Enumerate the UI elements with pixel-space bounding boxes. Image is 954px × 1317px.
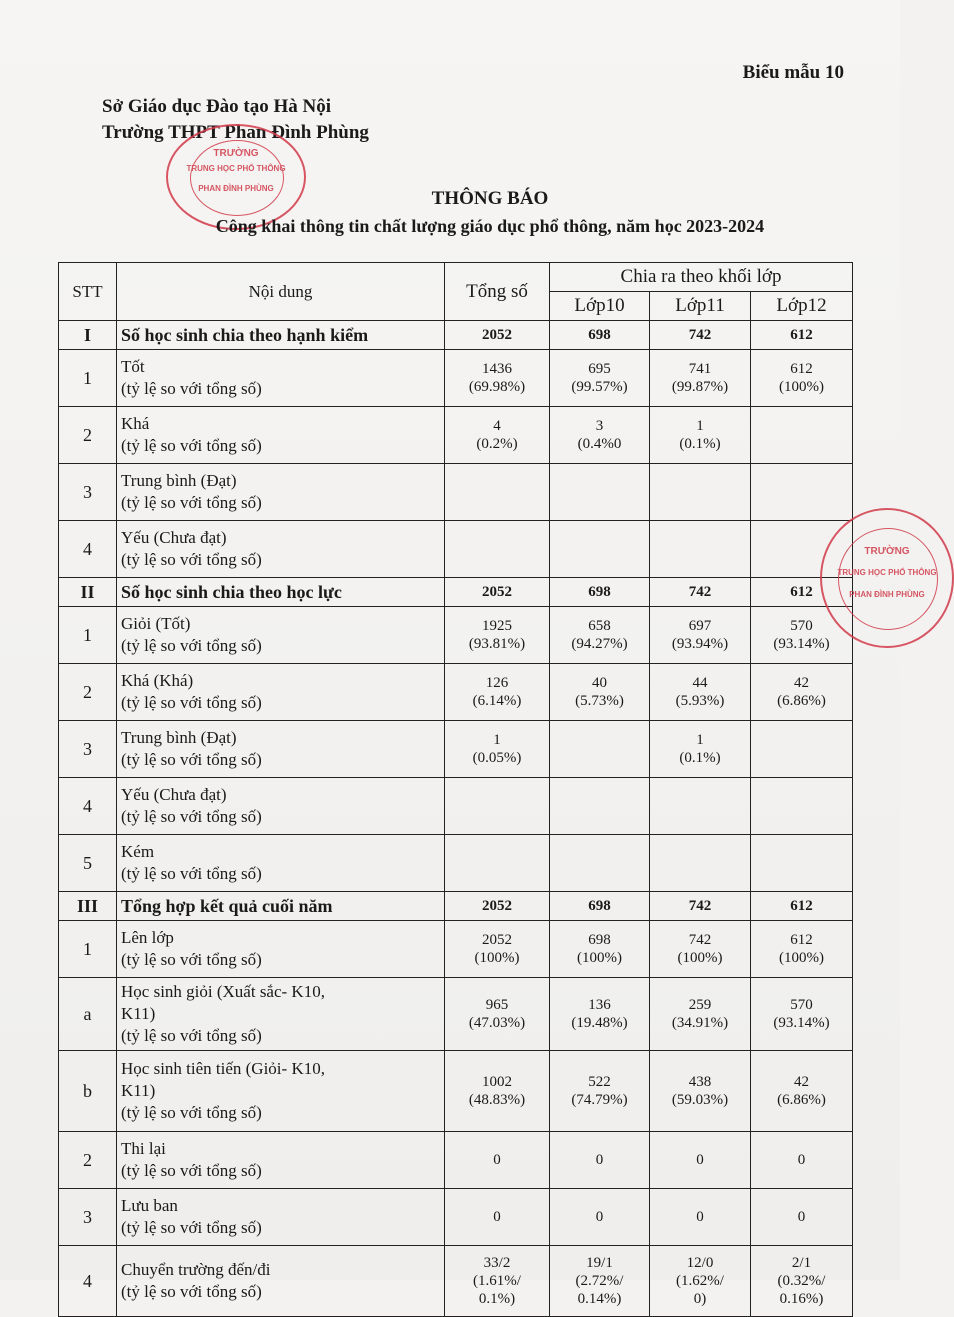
total-cell-line: (48.83%) [468,1092,526,1108]
school-name: Trường THPT Phan Đình Phùng [102,122,369,143]
grade-12-cell-line: 0.16%) [779,1291,824,1307]
total-cell [445,921,550,978]
total-cell [445,1132,550,1189]
header-grade-11: Lớp11 [650,292,751,321]
total-cell-line: (93.81%) [468,636,526,652]
header-grade-10: Lớp10 [550,292,650,321]
content-cell-line: (tỷ lệ so với tổng số) [121,636,262,655]
grade-11-cell-line: 0 [696,1209,704,1225]
content-cell-line: Khá (Khá) [121,671,194,690]
grade-12-cell-line: (0.32%/ [777,1273,826,1289]
grade-12-cell [751,464,853,521]
department-name: Sở Giáo dục Đào tạo Hà Nội [102,96,332,117]
stamp-line-3: PHAN ĐÌNH PHÙNG [198,184,274,193]
content-cell-line: Học sinh giỏi (Xuất sắc- K10, [121,982,325,1001]
total-cell-line: 2052 [482,327,512,343]
total-cell [445,978,550,1051]
content-cell-line: (tỷ lệ so với tổng số) [121,1161,262,1180]
content-cell [117,607,445,664]
grade-12-cell-line: 42 [794,1074,809,1090]
grade-10-cell-line: 698 [588,932,611,948]
grade-10-cell-line: 522 [588,1074,611,1090]
table-row [59,778,853,835]
grade-10-cell-line: (19.48%) [571,1015,628,1031]
grade-11-cell-line: 742 [688,898,712,914]
content-cell-line: (tỷ lệ so với tổng số) [121,550,262,569]
stt-cell [59,664,117,721]
grade-11-cell [650,578,751,607]
statistics-table [58,262,853,1317]
content-cell-line: Trung bình (Đạt) [121,728,237,747]
grade-12-cell-line: 612 [790,327,813,343]
content-cell-line: Kém [121,842,155,861]
stt-cell [59,835,117,892]
total-cell-line: (47.03%) [468,1015,526,1031]
content-cell-line: Lưu ban [121,1196,178,1215]
total-cell-line: (69.98%) [468,379,526,395]
grade-12-cell-line: 0 [797,1209,806,1225]
content-cell-line: Chuyển trường đến/đi [121,1260,271,1279]
grade-11-cell [650,1132,751,1189]
grade-10-cell-line: (5.73%) [575,693,624,709]
grade-12-cell-line: (100%) [779,950,824,966]
header-split: Chia ra theo khối lớp [550,263,853,292]
table-row [59,1189,853,1246]
content-cell [117,1246,445,1317]
content-cell [117,1051,445,1132]
title-block [0,188,900,237]
grade-12-cell [751,350,853,407]
content-cell-line: (tỷ lệ so với tổng số) [121,807,262,826]
grade-11-cell [650,835,751,892]
total-cell-line: (6.14%) [472,693,522,709]
grade-12-cell [751,1246,853,1317]
grade-12-cell-line: (6.86%) [777,1092,826,1108]
stamp-right-line-1: TRƯỜNG [864,546,910,557]
stt-cell [59,350,117,407]
content-cell-line: (tỷ lệ so với tổng số) [121,1218,262,1237]
table-row [59,407,853,464]
grade-10-cell [550,835,650,892]
content-cell-line: Yếu (Chưa đạt) [121,528,227,547]
total-cell-line: 0 [493,1152,501,1168]
total-cell [445,321,550,350]
stt-cell-line: 4 [83,538,92,559]
grade-12-cell-line: 612 [790,361,813,377]
grade-12-cell [751,978,853,1051]
stt-cell-line: 1 [83,938,92,959]
content-cell-line: (tỷ lệ so với tổng số) [121,1026,262,1045]
table-row [59,664,853,721]
grade-10-cell [550,978,650,1051]
content-cell-line: Yếu (Chưa đạt) [121,785,227,804]
grade-12-cell-line: 0 [797,1152,806,1168]
stt-cell-line: III [76,895,98,916]
stt-cell-line: 1 [83,624,92,645]
grade-11-cell [650,1246,751,1317]
grade-11-cell [650,978,751,1051]
content-cell-line: Học sinh tiên tiến (Giỏi- K10, [121,1059,325,1078]
grade-10-cell-line: (94.27%) [571,636,628,652]
stt-cell [59,1189,117,1246]
grade-12-cell-line: 612 [790,584,813,600]
grade-11-cell [650,464,751,521]
grade-10-cell [550,778,650,835]
grade-10-cell [550,664,650,721]
grade-11-cell-line: 697 [688,618,712,634]
content-cell [117,1132,445,1189]
stt-cell [59,892,117,921]
content-cell [117,350,445,407]
content-cell-line: (tỷ lệ so với tổng số) [121,1282,262,1301]
total-cell-line: 0 [493,1209,501,1225]
grade-10-cell [550,1189,650,1246]
header-grade-12: Lớp12 [751,292,853,321]
grade-10-cell-line: (100%) [577,950,622,966]
content-cell-line: Số học sinh chia theo học lực [121,582,342,602]
content-cell-line: (tỷ lệ so với tổng số) [121,436,262,455]
header-content: Nội dung [117,263,445,321]
grade-12-cell-line: 570 [790,997,813,1013]
grade-11-cell [650,407,751,464]
grade-12-cell [751,407,853,464]
grade-10-cell-line: 0 [595,1209,604,1225]
grade-10-cell [550,464,650,521]
total-cell [445,721,550,778]
grade-11-cell-line: (99.87%) [671,379,729,395]
content-cell [117,892,445,921]
stt-cell [59,1132,117,1189]
total-cell [445,1051,550,1132]
stt-cell [59,778,117,835]
grade-11-cell-line: (5.93%) [675,693,725,709]
total-cell-line: 2052 [482,898,512,914]
grade-11-cell-line: 259 [688,997,712,1013]
table-header-row [59,263,853,292]
grade-11-cell-line: 741 [688,361,712,377]
grade-11-cell-line: 0) [693,1291,707,1307]
grade-12-cell-line: 612 [790,932,813,948]
grade-12-cell-line: (93.14%) [773,1015,830,1031]
grade-10-cell [550,892,650,921]
grade-11-cell [650,721,751,778]
grade-12-cell [751,778,853,835]
content-cell-line: (tỷ lệ so với tổng số) [121,493,262,512]
content-cell-line: Trung bình (Đạt) [121,471,237,490]
grade-10-cell-line: (2.72%/ [575,1273,624,1289]
content-cell-line: Tốt [121,357,145,376]
grade-11-cell [650,778,751,835]
grade-10-cell-line: 698 [588,584,611,600]
grade-10-cell [550,607,650,664]
grade-11-cell-line: (100%) [677,950,723,966]
content-cell-line: (tỷ lệ so với tổng số) [121,379,262,398]
stt-cell-line: 2 [83,681,92,702]
content-cell-line: K11) [121,1004,156,1023]
stamp-line-2: TRUNG HỌC PHỔ THÔNG [186,164,286,173]
grade-11-cell [650,921,751,978]
stt-cell-line: 4 [83,1270,92,1291]
stt-cell-line: b [83,1080,92,1101]
grade-10-cell [550,921,650,978]
content-cell [117,921,445,978]
table-row [59,464,853,521]
stt-cell-line: I [83,324,91,345]
total-cell-line: (100%) [474,950,520,966]
content-cell-line: (tỷ lệ so với tổng số) [121,864,262,883]
grade-12-cell-line: (93.14%) [773,636,830,652]
stt-cell [59,721,117,778]
grade-10-cell [550,321,650,350]
grade-11-cell-line: 438 [688,1074,712,1090]
grade-10-cell-line: (74.79%) [571,1092,628,1108]
grade-10-cell-line: 3 [595,418,604,434]
content-cell-line: Lên lớp [121,928,174,947]
grade-10-cell-line: 698 [588,898,611,914]
table-row [59,350,853,407]
table-row [59,835,853,892]
grade-12-cell-line: 2/1 [791,1255,812,1271]
grade-11-cell-line: (59.03%) [671,1092,729,1108]
grade-11-cell-line: (93.94%) [671,636,729,652]
content-cell-line: K11) [121,1081,156,1100]
table-section-row [59,578,853,607]
table-row [59,921,853,978]
stt-cell-line: 2 [83,1149,92,1170]
stt-cell [59,1051,117,1132]
stt-cell [59,321,117,350]
stt-cell [59,407,117,464]
content-cell-line: (tỷ lệ so với tổng số) [121,1103,262,1122]
total-cell [445,1189,550,1246]
grade-11-cell [650,350,751,407]
content-cell [117,721,445,778]
grade-12-cell [751,721,853,778]
table-row [59,1246,853,1317]
grade-10-cell [550,1051,650,1132]
stt-cell [59,978,117,1051]
total-cell-line: 1002 [482,1074,512,1090]
grade-12-cell-line: (6.86%) [777,693,826,709]
stt-cell [59,521,117,578]
total-cell [445,407,550,464]
grade-11-cell-line: 1 [696,732,704,748]
table-section-row [59,321,853,350]
content-cell-line: Khá [121,414,150,433]
grade-12-cell [751,321,853,350]
header-stt: STT [59,263,117,321]
total-cell-line: 965 [485,997,509,1013]
total-cell [445,521,550,578]
grade-10-cell-line: (0.4%0 [577,436,622,452]
grade-11-cell [650,607,751,664]
grade-10-cell [550,721,650,778]
content-cell [117,407,445,464]
table-row [59,978,853,1051]
content-cell [117,1189,445,1246]
content-cell-line: Thi lại [121,1139,166,1158]
stt-cell-line: 2 [83,424,92,445]
grade-10-cell-line: 19/1 [586,1255,613,1271]
total-cell-line: 4 [493,418,501,434]
stt-cell-line: 5 [83,852,92,873]
grade-12-cell-line: 612 [790,898,813,914]
stt-cell [59,607,117,664]
grade-12-cell [751,1051,853,1132]
table-row [59,521,853,578]
content-cell [117,835,445,892]
total-cell-line: 0.1%) [478,1291,516,1307]
stt-cell [59,921,117,978]
content-cell [117,664,445,721]
total-cell [445,778,550,835]
table-row [59,607,853,664]
total-cell [445,607,550,664]
grade-12-cell [751,1132,853,1189]
grade-10-cell [550,1246,650,1317]
content-cell-line: Số học sinh chia theo hạnh kiểm [121,325,369,345]
table-row [59,1132,853,1189]
content-cell [117,578,445,607]
grade-10-cell-line: (99.57%) [571,379,628,395]
content-cell-line: Giỏi (Tốt) [121,614,191,633]
stt-cell-line: II [80,581,95,602]
grade-11-cell-line: (34.91%) [671,1015,729,1031]
form-number: Biểu mẫu 10 [742,62,844,83]
total-cell-line: 2052 [482,584,512,600]
total-cell [445,578,550,607]
total-cell-line: 33/2 [483,1255,511,1271]
content-cell [117,778,445,835]
stt-cell-line: a [83,1003,92,1024]
grade-10-cell-line: 698 [588,327,611,343]
header-total: Tổng số [445,263,550,321]
school-seal-stamp-right [820,508,954,648]
stt-cell-line: 3 [83,738,92,759]
total-cell-line: 2052 [482,932,512,948]
grade-10-cell [550,350,650,407]
total-cell-line: (1.61%/ [473,1273,521,1289]
stt-cell [59,578,117,607]
document-title: THÔNG BÁO [431,188,549,209]
stt-cell [59,1246,117,1317]
grade-11-cell-line: 0 [696,1152,704,1168]
table-section-row [59,892,853,921]
grade-11-cell [650,892,751,921]
stt-cell-line: 1 [83,367,92,388]
total-cell [445,464,550,521]
stt-cell-line: 3 [83,481,92,502]
content-cell-line: (tỷ lệ so với tổng số) [121,950,262,969]
grade-12-cell-line: (100%) [779,379,824,395]
grade-11-cell-line: (0.1%) [679,750,721,766]
grade-10-cell-line: 658 [588,618,611,634]
grade-10-cell-line: 0.14%) [577,1291,622,1307]
total-cell [445,350,550,407]
grade-11-cell [650,1189,751,1246]
content-cell-line: (tỷ lệ so với tổng số) [121,750,262,769]
grade-11-cell [650,321,751,350]
grade-10-cell [550,1132,650,1189]
content-cell [117,978,445,1051]
total-cell-line: 1436 [482,361,512,377]
total-cell-line: 126 [485,675,509,691]
total-cell-line: (0.05%) [472,750,522,766]
grade-10-cell-line: 695 [588,361,611,377]
grade-11-cell-line: 742 [688,584,712,600]
total-cell-line: 1925 [482,618,512,634]
stt-cell-line: 4 [83,795,92,816]
grade-10-cell [550,407,650,464]
grade-11-cell [650,664,751,721]
stamp-right-line-2: TRUNG HỌC PHỔ THÔNG [837,568,937,577]
total-cell [445,1246,550,1317]
document-subtitle: Công khai thông tin chất lượng giáo dục phổ thông, năm học 2023-2024 [215,216,765,236]
grade-11-cell-line: 1 [696,418,704,434]
table-row [59,721,853,778]
grade-11-cell-line: (1.62%/ [676,1273,724,1289]
grade-10-cell-line: 0 [595,1152,604,1168]
grade-12-cell [751,921,853,978]
grade-10-cell [550,578,650,607]
grade-12-cell [751,664,853,721]
content-cell [117,521,445,578]
total-cell-line: 1 [493,732,501,748]
stt-cell-line: 3 [83,1206,92,1227]
content-cell-line: (tỷ lệ so với tổng số) [121,693,262,712]
grade-11-cell [650,1051,751,1132]
stamp-right-line-3: PHAN ĐÌNH PHÙNG [849,590,925,599]
content-cell [117,464,445,521]
grade-11-cell-line: 742 [688,327,712,343]
grade-12-cell [751,835,853,892]
stt-cell [59,464,117,521]
grade-10-cell-line: 136 [588,997,611,1013]
grade-12-cell [751,892,853,921]
grade-10-cell [550,521,650,578]
stamp-line-1: TRƯỜNG [213,148,259,159]
grade-11-cell-line: 742 [688,932,712,948]
content-cell [117,321,445,350]
grade-11-cell-line: 44 [692,675,708,691]
grade-11-cell-line: 12/0 [686,1255,714,1271]
total-cell [445,835,550,892]
total-cell-line: (0.2%) [476,436,518,452]
table-row [59,1051,853,1132]
grade-12-cell-line: 42 [794,675,809,691]
grade-11-cell-line: (0.1%) [679,436,721,452]
total-cell [445,664,550,721]
grade-12-cell [751,1189,853,1246]
grade-10-cell-line: 40 [592,675,607,691]
content-cell-line: Tổng hợp kết quả cuối năm [121,896,333,916]
grade-12-cell-line: 570 [790,618,813,634]
total-cell [445,892,550,921]
grade-11-cell [650,521,751,578]
